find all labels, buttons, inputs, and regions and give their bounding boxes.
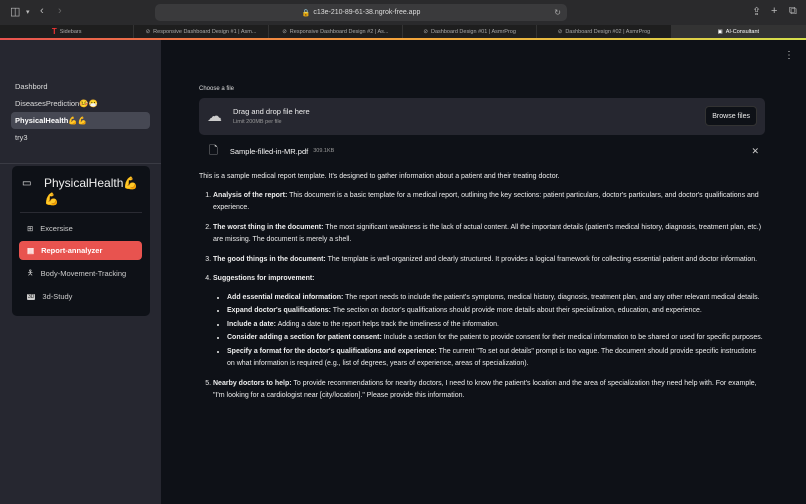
- limit-text: Limit 200MB per file: [233, 119, 282, 125]
- tab-sidebars[interactable]: [0, 25, 134, 38]
- menu-title: [22, 175, 142, 207]
- 3d-icon: 3D: [28, 293, 35, 300]
- file-icon: 🗋: [209, 144, 218, 157]
- list-item: [213, 378, 765, 403]
- tab-label: AI-Consultant: [725, 28, 760, 35]
- tab-overview-icon[interactable]: ⧉: [789, 5, 797, 17]
- menu-item-body-movement-tracking[interactable]: [19, 264, 142, 283]
- menu-title-text: PhysicalHealth💪💪: [44, 176, 139, 206]
- menu-item-label: Excersise: [40, 224, 73, 233]
- item-heading: Consider adding a section for patient consent:: [227, 334, 382, 341]
- url-text: c13e-210-89-61-38.ngrok-free.app: [313, 9, 421, 16]
- remove-file-icon[interactable]: ✕: [751, 145, 759, 156]
- suggestion-item: [227, 346, 765, 371]
- suggestion-item: [227, 305, 765, 318]
- tab-dashboard-01[interactable]: [403, 25, 537, 38]
- compass-icon: ⊘: [423, 28, 428, 35]
- item-text: To provide recommendations for nearby doctors, I need to know the patient's location and the area of specialization they need help with. For example, "I'm looking for a cardiologist near [city/location]." Please provide this information.: [213, 379, 757, 399]
- item-heading: Specify a format for the doctor's qualifications and experience:: [227, 347, 437, 355]
- uploader-label: Choose a file: [199, 86, 235, 92]
- item-text: This document is a basic template for a medical report, outlining the key sections: patient particulars, doctor's particulars, and doctor's qualifications and experience.: [213, 191, 759, 211]
- divider: [20, 212, 142, 213]
- menu-item-label: Body-Movement-Tracking: [40, 269, 127, 278]
- item-text: Include a section for the patient to provide consent for their medical information to be shared or used for specific purposes.: [381, 334, 763, 341]
- option-menu: [12, 166, 150, 316]
- back-icon[interactable]: ‹: [40, 5, 44, 17]
- item-heading: Add essential medical information:: [227, 293, 344, 301]
- file-size: 309.1KB: [313, 148, 335, 154]
- more-options-icon[interactable]: ⋮: [784, 50, 794, 61]
- item-text: The current "To set out details" prompt is too vague. The document should provide specific instructions on what information is required (e.g., list of degrees, years of experience, areas of specialization).: [227, 347, 756, 367]
- sidebar-toggle-icon[interactable]: ◫: [10, 6, 21, 18]
- suggestion-item: [227, 319, 765, 332]
- tab-dashboard-1[interactable]: [134, 25, 268, 38]
- file-dropzone[interactable]: [199, 98, 765, 135]
- compass-icon: ⊘: [557, 28, 563, 35]
- divider: [0, 163, 161, 164]
- nav-diseases-prediction[interactable]: DiseasesPrediction🤒😷: [15, 99, 98, 108]
- intro-text: This is a sample medical report template. It's designed to gather information about a patient and their treating doctor.: [199, 173, 560, 180]
- list-item: [213, 190, 765, 215]
- item-heading: The worst thing in the document:: [213, 223, 324, 231]
- suggestion-item: [227, 292, 765, 305]
- person-icon: 🯅: [27, 268, 34, 277]
- tab-label: Sidebars: [59, 28, 82, 35]
- menu-item-excersise[interactable]: [19, 219, 142, 238]
- drop-text: Drag and drop file here: [233, 107, 310, 116]
- uploaded-file: [209, 144, 759, 158]
- new-tab-icon[interactable]: +: [771, 5, 778, 17]
- nav-physical-health[interactable]: PhysicalHealth💪💪: [11, 112, 150, 129]
- item-heading: Expand doctor's qualifications:: [227, 307, 331, 314]
- nav-dashbord[interactable]: Dashbord: [15, 82, 48, 91]
- list-item: [213, 222, 765, 247]
- cloud-upload-icon: ☁: [207, 108, 222, 125]
- item-heading: Suggestions for improvement:: [213, 275, 315, 282]
- file-name: Sample-filled-in-MR.pdf: [229, 146, 309, 156]
- lock-icon: 🔒: [301, 9, 311, 17]
- compass-icon: ⊘: [282, 28, 287, 35]
- menu-item-report-annalyzer[interactable]: [19, 241, 142, 260]
- tab-label: Dashboard Design #02 | AsmrProg: [565, 28, 651, 35]
- item-heading: Analysis of the report:: [213, 191, 288, 199]
- item-heading: Include a date:: [227, 320, 277, 328]
- address-bar[interactable]: [155, 4, 567, 21]
- t-favicon-icon: T: [51, 27, 57, 36]
- suggestion-item: [227, 332, 765, 345]
- item-heading: Nearby doctors to help:: [213, 379, 292, 387]
- forward-icon[interactable]: ›: [58, 5, 62, 17]
- tab-dashboard-2[interactable]: [269, 25, 403, 38]
- compass-icon: ⊘: [145, 28, 151, 35]
- tab-ai-consultant[interactable]: [672, 25, 806, 38]
- reload-icon[interactable]: ↻: [554, 8, 561, 17]
- grid-icon: ⊞: [27, 224, 34, 233]
- report-analysis: [199, 171, 765, 410]
- nav-try3[interactable]: try3: [15, 133, 28, 142]
- list-item: [213, 273, 765, 371]
- tab-bar: [0, 25, 806, 38]
- tab-dashboard-02[interactable]: [537, 25, 671, 38]
- sidebar: [0, 40, 161, 504]
- item-text: The report needs to include the patient's symptoms, medical history, diagnosis, treatment plan, and any other relevant medical details.: [343, 293, 760, 301]
- share-icon[interactable]: ⇪: [752, 6, 762, 18]
- app-favicon-icon: ▣: [717, 28, 723, 35]
- tab-label: Responsive Dashboard Design #1 | Asm...: [153, 28, 257, 35]
- menu-item-label: Report-annalyzer: [41, 246, 103, 255]
- item-heading: The good things in the document:: [213, 255, 326, 263]
- tab-label: Dashboard Design #01 | AsmrProg: [431, 28, 516, 35]
- item-text: The most significant weakness is the lack of actual content. All the important details (patient's medical history, diagnosis, treatment plan, etc.) are missing. The document is merely a shell.: [213, 223, 762, 243]
- document-icon: ▤: [27, 246, 35, 255]
- menu-item-label: 3d-Study: [42, 292, 73, 301]
- browser-toolbar: [0, 0, 806, 25]
- chevron-down-icon[interactable]: ▾: [26, 9, 30, 16]
- page-nav: [11, 78, 150, 146]
- item-text: The section on doctor's qualifications should provide more details about their specialization, education, and experience.: [330, 307, 702, 314]
- item-text: The template is well-organized and clearly structured. It provides a logical framework for collecting essential patient and doctor information.: [325, 255, 758, 263]
- tab-label: Responsive Dashboard Design #2 | As...: [289, 28, 389, 35]
- item-text: Adding a date to the report helps track the timeliness of the information.: [276, 320, 499, 328]
- tv-icon: ▭: [22, 178, 32, 189]
- browse-files-button[interactable]: Browse files: [705, 106, 757, 126]
- menu-item-3d-study[interactable]: [19, 287, 142, 306]
- list-item: [213, 254, 765, 267]
